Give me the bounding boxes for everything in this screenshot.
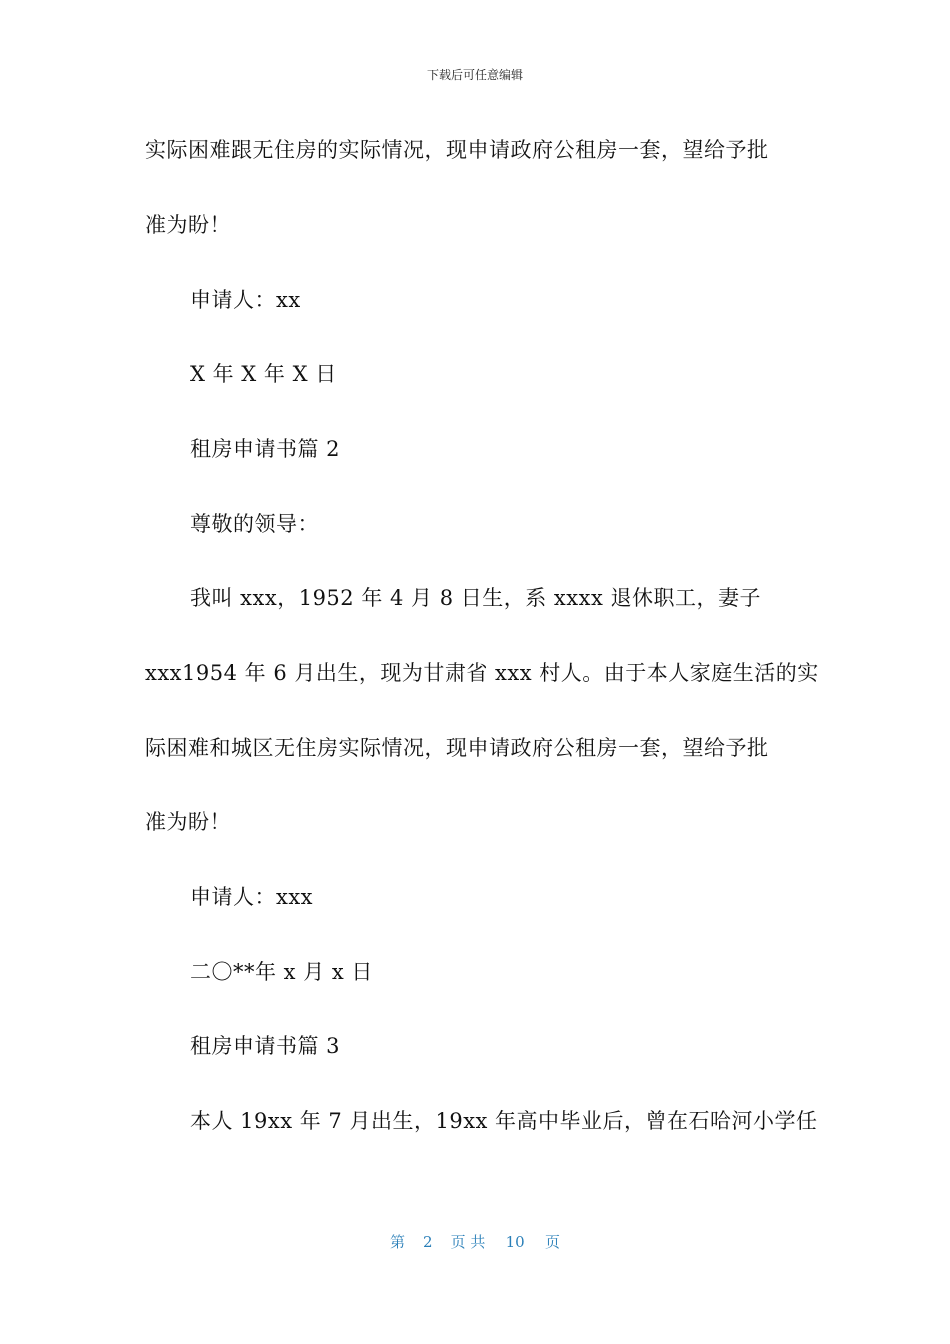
page-suffix: 页 bbox=[544, 1233, 560, 1251]
signature-date: X 年 X 年 X 日 bbox=[190, 362, 337, 386]
paragraph-line: 实际困难跟无住房的实际情况，现申请政府公租房一套，望给予批 bbox=[145, 138, 769, 162]
paragraph-line: 际困难和城区无住房实际情况，现申请政府公租房一套，望给予批 bbox=[145, 736, 769, 760]
signature-applicant: 申请人：xx bbox=[190, 288, 301, 312]
page-footer bbox=[0, 1231, 950, 1252]
page-prefix: 第 bbox=[390, 1233, 406, 1251]
salutation: 尊敬的领导： bbox=[190, 512, 319, 536]
page-number: 2 bbox=[423, 1233, 433, 1251]
section-heading: 租房申请书篇 2 bbox=[190, 437, 341, 461]
signature-applicant: 申请人：xxx bbox=[190, 885, 314, 909]
page-total: 10 bbox=[505, 1233, 525, 1251]
page-mid: 页 共 bbox=[450, 1233, 486, 1251]
paragraph-line: 我叫 xxx，1952 年 4 月 8 日生，系 xxxx 退休职工，妻子 bbox=[190, 586, 761, 610]
page-header-note: 下载后可任意编辑 bbox=[426, 68, 523, 82]
signature-date: 二〇**年 x 月 x 日 bbox=[190, 960, 373, 984]
paragraph-line: xxx1954 年 6 月出生，现为甘肃省 xxx 村人。由于本人家庭生活的实 bbox=[145, 661, 819, 685]
section-heading: 租房申请书篇 3 bbox=[190, 1034, 341, 1058]
paragraph-line: 准为盼！ bbox=[145, 810, 231, 834]
paragraph-line: 本人 19xx 年 7 月出生，19xx 年高中毕业后，曾在石哈河小学任 bbox=[190, 1109, 818, 1133]
paragraph-line: 准为盼！ bbox=[145, 213, 231, 237]
